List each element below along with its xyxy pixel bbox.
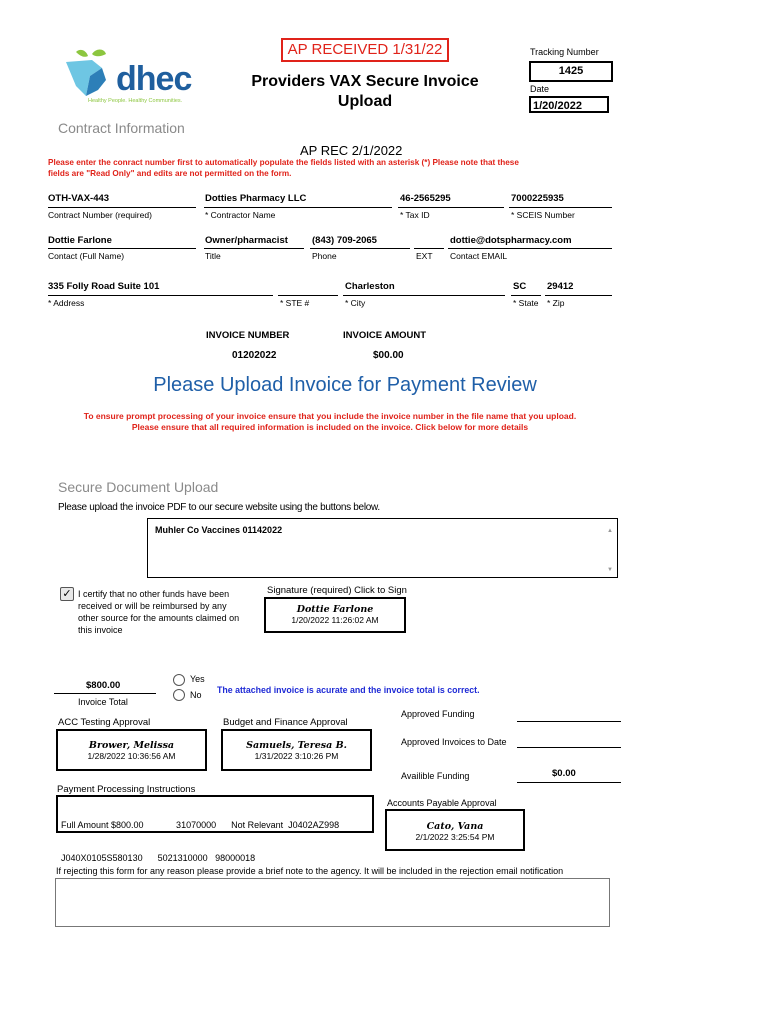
- zip-label: * Zip: [547, 298, 565, 308]
- accuracy-statement: The attached invoice is acurate and the invoice total is correct.: [217, 685, 480, 695]
- signature-field[interactable]: [264, 597, 406, 633]
- invoice-number-label: INVOICE NUMBER: [206, 330, 290, 341]
- page-title: [230, 72, 500, 112]
- rejection-note-label: If rejecting this form for any reason please provide a brief note to the agency. It will be included in the rejection email notification: [56, 866, 564, 876]
- invoice-total-field[interactable]: $800.00: [86, 680, 121, 691]
- invoice-amount-label: INVOICE AMOUNT: [343, 330, 427, 341]
- instructions-line-1: To ensure prompt processing of your invoice ensure that you include the invoice number in the file name that you upload.: [83, 411, 577, 421]
- payment-instructions-field[interactable]: [56, 795, 374, 863]
- upload-instructions: [0, 411, 660, 433]
- contact-name-field[interactable]: Dottie Farlone: [48, 235, 112, 246]
- upload-heading: Please Upload Invoice for Payment Review: [153, 374, 537, 396]
- scroll-up-icon[interactable]: ▲: [607, 528, 613, 534]
- acc-signature-name: Brower, Melissa: [88, 740, 175, 751]
- contact-email-label: Contact EMAIL: [450, 251, 508, 261]
- budget-signature-date: 1/31/2022 3:10:26 PM: [254, 751, 339, 761]
- ap-approval-label: Accounts Payable Approval: [387, 798, 497, 808]
- tracking-number-label: Tracking Number: [530, 47, 599, 57]
- contract-info-section-label: Contract Information: [58, 120, 185, 136]
- approved-invoices-field[interactable]: [517, 747, 621, 748]
- ap-signature-name: Cato, Vana: [426, 821, 484, 832]
- approved-invoices-label: Approved Invoices to Date: [401, 737, 507, 747]
- state-label: * State: [513, 298, 539, 308]
- dhec-logo: [62, 46, 198, 112]
- certify-line-4: this invoice: [78, 625, 123, 635]
- ap-received-stamp: AP RECEIVED 1/31/22: [281, 38, 449, 62]
- contact-email-field[interactable]: dottie@dotspharmacy.com: [450, 235, 572, 246]
- title-line-2: Upload: [337, 93, 393, 110]
- tax-id-field[interactable]: 46-2565295: [400, 193, 451, 204]
- checkmark-icon: ✓: [62, 588, 72, 600]
- ap-approval-signature[interactable]: [385, 809, 525, 851]
- payment-line-1: Full Amount $800.00 31070000 Not Relevant J0402AZ998: [61, 820, 340, 830]
- tax-id-label: * Tax ID: [400, 210, 430, 220]
- acc-approval-label: ACC Testing Approval: [58, 717, 151, 728]
- logo-wordmark: dhec: [116, 60, 192, 98]
- secure-upload-section-label: Secure Document Upload: [58, 479, 219, 495]
- file-upload-field[interactable]: [147, 518, 618, 578]
- ap-signature-date: 2/1/2022 3:25:54 PM: [415, 832, 495, 842]
- yes-radio-label: Yes: [190, 674, 205, 684]
- zip-field[interactable]: 29412: [547, 281, 574, 292]
- certify-line-1: I certify that no other funds have been: [78, 589, 230, 599]
- certify-statement: [78, 588, 239, 636]
- budget-approval-label: Budget and Finance Approval: [223, 717, 348, 728]
- contract-number-field[interactable]: OTH-VAX-443: [48, 193, 110, 204]
- signature-label: Signature (required) Click to Sign: [267, 585, 407, 596]
- instructions-line-2: Please ensure that all required information is included on the invoice. Click below for more details: [131, 422, 529, 432]
- date-field[interactable]: 1/20/2022: [529, 96, 609, 113]
- yes-radio[interactable]: [173, 674, 185, 686]
- contractor-name-label: * Contractor Name: [205, 210, 276, 220]
- signature-date: 1/20/2022 11:26:02 AM: [291, 615, 379, 625]
- ext-label: EXT: [416, 251, 433, 261]
- upload-prompt: Please upload the invoice PDF to our secure website using the buttons below.: [58, 502, 380, 513]
- available-funding-label: Availible Funding: [401, 771, 470, 781]
- state-field[interactable]: SC: [513, 281, 527, 292]
- logo-mark-icon: [62, 46, 122, 102]
- file-upload-value: Muhler Co Vaccines 01142022: [155, 525, 283, 535]
- date-label: Date: [530, 84, 550, 94]
- approved-funding-label: Approved Funding: [401, 709, 475, 719]
- contractor-name-field[interactable]: Dotties Pharmacy LLC: [205, 193, 307, 204]
- city-label: * City: [345, 298, 366, 308]
- approved-funding-field[interactable]: [517, 721, 621, 722]
- sceis-number-field[interactable]: 7000225935: [511, 193, 564, 204]
- phone-label: Phone: [312, 251, 337, 261]
- contact-name-label: Contact (Full Name): [48, 251, 125, 261]
- address-field[interactable]: 335 Folly Road Suite 101: [48, 281, 160, 292]
- payment-line-2: J040X0105S580130 5021310000 98000018: [61, 853, 256, 863]
- phone-field[interactable]: (843) 709-2065: [312, 235, 377, 246]
- ste-label: * STE #: [280, 298, 310, 308]
- ap-rec-note: AP REC 2/1/2022: [300, 143, 403, 158]
- invoice-amount-field[interactable]: $00.00: [373, 350, 404, 361]
- scroll-down-icon[interactable]: ▼: [607, 567, 613, 573]
- no-radio[interactable]: [173, 689, 185, 701]
- certify-checkbox[interactable]: [60, 587, 74, 601]
- invoice-total-label: Invoice Total: [78, 697, 128, 707]
- title-field[interactable]: Owner/pharmacist: [205, 235, 288, 246]
- notice-line-2: fields are "Read Only" and edits are not permitted on the form.: [48, 169, 292, 178]
- invoice-number-field[interactable]: 01202022: [232, 350, 277, 361]
- tracking-number-field[interactable]: 1425: [529, 61, 613, 82]
- budget-signature-name: Samuels, Teresa B.: [246, 740, 347, 751]
- contract-number-label: Contract Number (required): [48, 210, 152, 220]
- signature-name: Dottie Farlone: [296, 604, 374, 615]
- budget-approval-signature[interactable]: [221, 729, 372, 771]
- no-radio-label: No: [190, 690, 202, 700]
- available-funding-value: $0.00: [552, 768, 576, 779]
- autofill-notice: [48, 157, 519, 179]
- rejection-note-field[interactable]: [55, 878, 610, 927]
- sceis-number-label: * SCEIS Number: [511, 210, 575, 220]
- city-field[interactable]: Charleston: [345, 281, 395, 292]
- notice-line-1: Please enter the conract number first to automatically populate the fields listed with an asterisk (*) Please note that these: [48, 158, 519, 167]
- title-label: Title: [205, 251, 221, 261]
- payment-instructions-label: Payment Processing Instructions: [57, 784, 196, 795]
- title-line-1: Providers VAX Secure Invoice: [251, 73, 479, 90]
- logo-tagline: Healthy People. Healthy Communities.: [88, 98, 183, 104]
- certify-line-2: received or will be reimbursed by any: [78, 601, 227, 611]
- acc-approval-signature[interactable]: [56, 729, 207, 771]
- acc-signature-date: 1/28/2022 10:36:56 AM: [87, 751, 176, 761]
- address-label: * Address: [48, 298, 85, 308]
- certify-line-3: other source for the amounts claimed on: [78, 613, 240, 623]
